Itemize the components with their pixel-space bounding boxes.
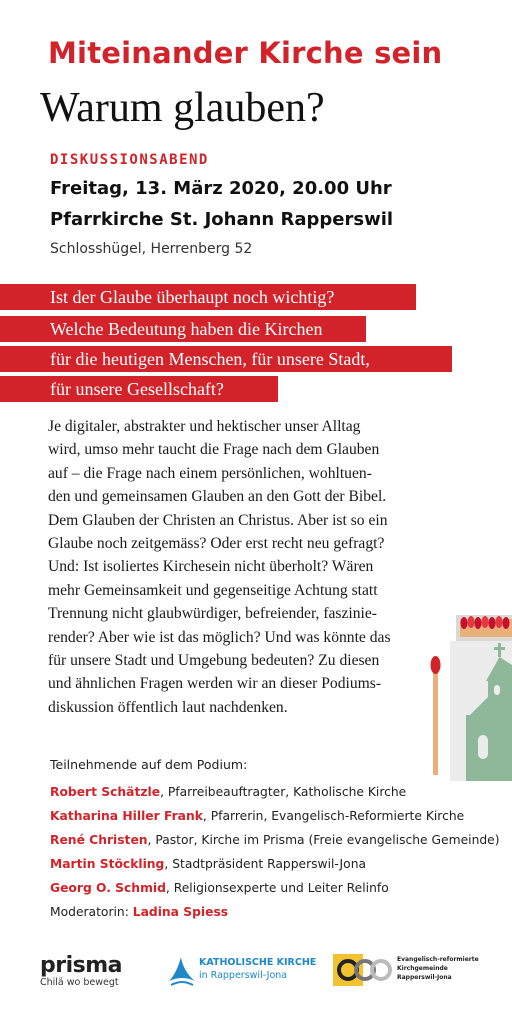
body-line: und ähnlichen Fragen werden wir an dieser Podiums- bbox=[48, 675, 382, 693]
body-paragraph bbox=[48, 415, 428, 719]
moderator-label: Moderatorin: bbox=[50, 905, 133, 919]
question-line: Welche Bedeutung haben die Kirchen bbox=[50, 319, 323, 339]
ref-line1: Evangelisch-reformierte bbox=[397, 956, 479, 963]
panel-member-name: René Christen bbox=[50, 833, 148, 847]
match-head bbox=[431, 656, 441, 674]
ref-line3: Rapperswil-Jona bbox=[397, 974, 452, 981]
ref-line2: Kirchgemeinde bbox=[397, 965, 448, 972]
body-line: wird, umso mehr taucht die Frage nach dem Glauben bbox=[48, 441, 380, 459]
panel-list bbox=[50, 780, 500, 924]
body-line: Und: Ist isoliertes Kirchesein nicht überholt? Wären bbox=[48, 558, 374, 576]
event-date: Freitag, 13. März 2020, 20.00 Uhr bbox=[50, 178, 392, 199]
reformierte-kirchgemeinde-logo bbox=[333, 952, 508, 988]
panel-member-name: Robert Schätzle bbox=[50, 785, 161, 799]
body-line: mehr Gemeinsamkeit und gegenseitige Achtung statt bbox=[48, 581, 378, 599]
panel-intro: Teilnehmende auf dem Podium: bbox=[50, 757, 248, 772]
body-line: den und gemeinsamen Glauben an den Gott der Bibel. bbox=[48, 488, 387, 506]
panel-member bbox=[50, 828, 500, 852]
panel-member bbox=[50, 852, 500, 876]
body-line: Je digitaler, abstrakter und hektischer unser Alltag bbox=[48, 418, 361, 435]
moderator-name: Ladina Spiess bbox=[132, 905, 229, 919]
box-matches bbox=[460, 616, 512, 637]
kk-line1: KATHOLISCHE KIRCHE bbox=[199, 957, 317, 968]
body-line: diskussion öffentlich laut nachdenken. bbox=[48, 698, 288, 716]
event-type-label: DISKUSSIONSABEND bbox=[50, 152, 209, 168]
event-address: Schlosshügel, Herrenberg 52 bbox=[50, 241, 253, 257]
prisma-wordmark: prisma bbox=[40, 953, 123, 978]
question-line: Ist der Glaube überhaupt noch wichtig? bbox=[50, 287, 335, 307]
prisma-logo bbox=[40, 955, 122, 989]
panel-member bbox=[50, 780, 500, 804]
event-kicker: Miteinander Kirche sein bbox=[48, 36, 443, 70]
reformed-emblem-icon bbox=[333, 954, 393, 986]
panel-member bbox=[50, 876, 500, 900]
moderator-line bbox=[50, 900, 500, 924]
kk-wave-icon bbox=[165, 955, 197, 987]
kk-line2: in Rapperswil-Jona bbox=[199, 970, 288, 981]
panel-member-role: , Pastor, Kirche im Prisma (Freie evangelische Gemeinde) bbox=[147, 833, 500, 847]
question-line: für die heutigen Menschen, für unsere Stadt, bbox=[50, 349, 370, 369]
panel-member-role: , Pfarrerin, Evangelisch-Reformierte Kirche bbox=[202, 809, 465, 823]
page-title: Warum glauben? bbox=[40, 85, 325, 131]
panel-member-role: , Stadtpräsident Rapperswil-Jona bbox=[164, 857, 367, 871]
panel-member-role: , Pfarreibeauftragter, Katholische Kirche bbox=[160, 785, 407, 799]
panel-member-name: Katharina Hiller Frank bbox=[50, 809, 203, 823]
match-stick bbox=[433, 663, 438, 775]
body-line: Trennung nicht glaubwürdiger, befreiender, faszinie- bbox=[48, 605, 377, 623]
body-line: für unsere Stadt und Umgebung bedeuten? Zu diesen bbox=[48, 652, 380, 670]
body-line: render? Aber wie ist das möglich? Und was könnte das bbox=[48, 628, 391, 646]
event-venue: Pfarrkirche St. Johann Rapperswil bbox=[50, 209, 394, 230]
question-line: für unsere Gesellschaft? bbox=[50, 379, 224, 399]
katholische-kirche-logo bbox=[165, 955, 317, 991]
panel-member-role: , Religionsexperte und Leiter Relinfo bbox=[165, 881, 389, 895]
panel-member bbox=[50, 804, 500, 828]
prisma-slogan: Chilä wo bewegt bbox=[40, 977, 119, 988]
panel-member-name: Martin Stöckling bbox=[50, 857, 165, 871]
body-line: Dem Glauben der Christen an Christus. Aber ist so ein bbox=[48, 511, 388, 529]
matchbox-illustration bbox=[420, 585, 512, 785]
panel-member-name: Georg O. Schmid bbox=[50, 881, 166, 895]
body-line: Glaube noch zeitgemäss? Oder erst recht neu gefragt? bbox=[48, 535, 385, 553]
body-line: auf – die Frage nach einem persönlichen, wohltuen- bbox=[48, 464, 372, 482]
